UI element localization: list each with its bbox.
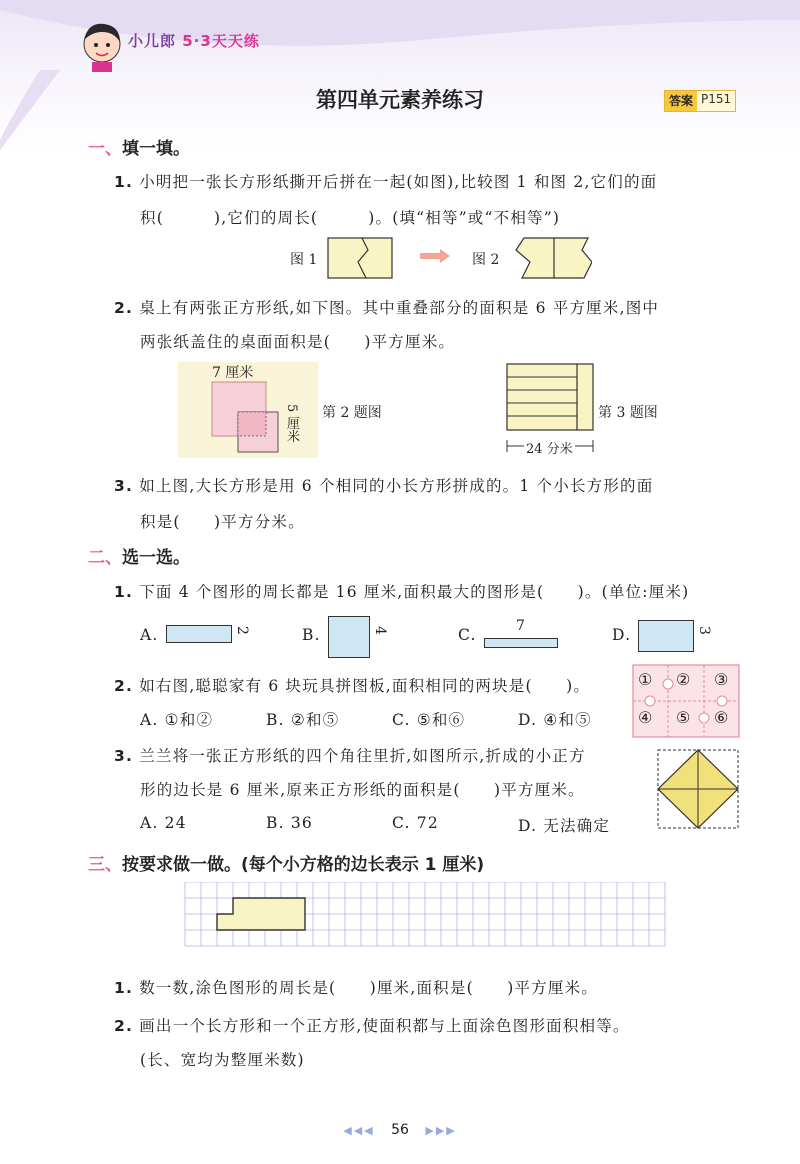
q2-2-number: 2.: [114, 677, 134, 695]
q3-2-text1: 画出一个长方形和一个正方形,使面积都与上面涂色图形面积相等。: [139, 1017, 630, 1035]
q1-1-text1: 小明把一张长方形纸撕开后拼在一起(如图),比较图 1 和图 2,它们的面: [139, 173, 658, 191]
answer-reference-tag: [664, 90, 736, 112]
q3-2-line1: [114, 1014, 630, 1036]
figure-1-rectangle: [326, 236, 396, 280]
puzzle-piece-4: ④: [638, 708, 653, 727]
q2-1-option-c-letter[interactable]: C.: [458, 626, 477, 644]
section-2-heading: [88, 543, 190, 568]
q2-2-option-d[interactable]: D. ④和⑤: [518, 711, 592, 729]
q2-1-text1: 下面 4 个图形的周长都是 16 厘米,面积最大的图形是( )。(单位:厘米): [139, 583, 690, 601]
brand-logo: [128, 30, 260, 51]
section-3-heading: [88, 850, 484, 875]
q1-3-line1: [114, 474, 653, 496]
q1-1-number: 1.: [114, 173, 134, 191]
mascot-avatar-icon: [78, 20, 126, 72]
section-3-number: 三、: [88, 855, 122, 875]
q2-1-line1: [114, 580, 689, 602]
puzzle-piece-1: ①: [638, 670, 653, 689]
q2-1-option-a-letter[interactable]: A.: [140, 626, 159, 644]
fig1-label: 图 1: [290, 252, 318, 268]
square-grid-with-shaded-shape[interactable]: [184, 882, 672, 948]
q2-2-line1: [114, 674, 590, 696]
q1-2-line2: 两张纸盖住的桌面面积是( )平方厘米。: [140, 333, 456, 351]
q3-1-number: 1.: [114, 979, 134, 997]
q2-1-option-b-square: [328, 616, 370, 658]
q2-3-text1: 兰兰将一张正方形纸的四个角往里折,如图所示,折成的小正方: [139, 747, 586, 765]
q2-1-option-d-rect: [638, 620, 694, 652]
q2-3-line2: 形的边长是 6 厘米,原来正方形纸的面积是( )平方厘米。: [140, 781, 585, 799]
section-2-number: 二、: [88, 548, 122, 568]
q2-1-option-d-dim: 3: [696, 626, 712, 635]
answer-label: 答案: [665, 91, 697, 111]
q2-1-option-d-letter[interactable]: D.: [612, 626, 632, 644]
puzzle-piece-5: ⑤: [676, 708, 691, 727]
brand-series: 5·3天天练: [182, 32, 260, 50]
q3-2-number: 2.: [114, 1017, 134, 1035]
page-number: 56: [391, 1122, 409, 1138]
section-1-title: 填一填。: [122, 139, 190, 159]
q1-2-text1: 桌上有两张正方形纸,如下图。其中重叠部分的面积是 6 平方厘米,图中: [139, 299, 660, 317]
q2-1-option-c-rect: [484, 638, 558, 648]
page-title: 第四单元素养练习: [316, 88, 484, 112]
q2-3-folded-square-figure: [656, 748, 742, 830]
q1-3-text1: 如上图,大长方形是用 6 个相同的小长方形拼成的。1 个小长方形的面: [139, 477, 654, 495]
brand-name: 小儿郎: [128, 32, 177, 50]
arrow-right-icon: [418, 248, 452, 264]
left-arrows-icon: ◀◀◀: [343, 1124, 375, 1137]
section-1-heading: [88, 134, 190, 159]
q2-2-option-c[interactable]: C. ⑤和⑥: [392, 711, 466, 729]
q2-1-option-b-letter[interactable]: B.: [302, 626, 321, 644]
q2-2-text1: 如右图,聪聪家有 6 块玩具拼图板,面积相同的两块是( )。: [139, 677, 591, 695]
page-number-footer: [0, 1122, 800, 1138]
puzzle-piece-2: ②: [676, 670, 691, 689]
q2-3-number: 3.: [114, 747, 134, 765]
q2-3-line1: [114, 744, 586, 766]
section-1-number: 一、: [88, 139, 122, 159]
q2-1-option-a-dim: 2: [234, 626, 250, 635]
q1-3-line2: 积是( )平方分米。: [140, 513, 305, 531]
q1-3-number: 3.: [114, 477, 134, 495]
puzzle-piece-3: ③: [714, 670, 729, 689]
q1-1-line2: 积( ),它们的周长( )。(填“相等”或“不相等”): [140, 209, 561, 227]
figure-2-rearranged: [508, 236, 592, 280]
q2-2-option-a[interactable]: A. ①和②: [140, 711, 214, 729]
width-label: 24 分米: [524, 438, 575, 457]
q3-2-line2: (长、宽均为整厘米数): [140, 1051, 305, 1069]
right-arrows-icon: ▶▶▶: [425, 1124, 457, 1137]
puzzle-piece-6: ⑥: [714, 708, 729, 727]
answer-page: P151: [697, 91, 735, 111]
q1-2-number: 2.: [114, 299, 134, 317]
fig-top-label: 7 厘米: [212, 365, 254, 381]
q2-3-option-c[interactable]: C. 72: [392, 814, 439, 832]
section-2-title: 选一选。: [122, 548, 190, 568]
q2-3-option-a[interactable]: A. 24: [140, 814, 187, 832]
section-3-title: 按要求做一做。(每个小方格的边长表示 1 厘米): [122, 855, 485, 875]
q2-3-option-b[interactable]: B. 36: [266, 814, 313, 832]
fig-side-label: 5 厘米: [284, 404, 299, 443]
q2-2-option-b[interactable]: B. ②和⑤: [266, 711, 340, 729]
q1-2-line1: [114, 296, 659, 318]
q2-3-option-d[interactable]: D. 无法确定: [518, 817, 611, 835]
q3-1-line1: [114, 976, 598, 998]
q2-1-number: 1.: [114, 583, 134, 601]
q1-1-line1: [114, 170, 657, 192]
q2-1-option-c-dim: 7: [516, 618, 525, 634]
q1-2-caption: 第 2 题图: [322, 405, 382, 421]
q2-1-option-b-dim: 4: [372, 626, 388, 635]
q2-1-option-a-rect: [166, 625, 232, 643]
q1-3-caption: 第 3 题图: [598, 405, 658, 421]
fig2-label: 图 2: [472, 252, 500, 268]
q3-1-text1: 数一数,涂色图形的周长是( )厘米,面积是( )平方厘米。: [139, 979, 598, 997]
